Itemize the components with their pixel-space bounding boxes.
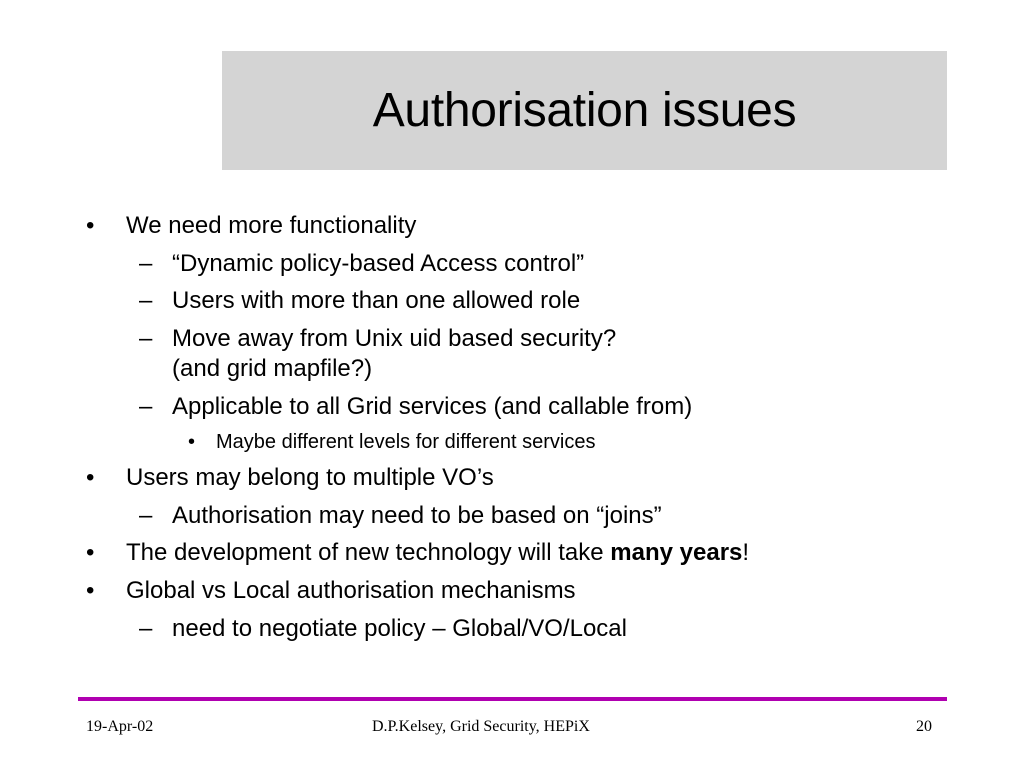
bullet-text: Users may belong to multiple VO’s — [126, 464, 494, 491]
sub-bullet-continuation — [172, 355, 372, 383]
bullet-item — [86, 464, 494, 492]
bullet-text: Applicable to all Grid services (and callable from) — [172, 393, 693, 420]
dash-marker: – — [139, 393, 153, 420]
bullet-marker: • — [188, 431, 196, 453]
bullet-text: (and grid mapfile?) — [172, 355, 373, 382]
sub-bullet-item — [139, 250, 585, 278]
bullet-item — [86, 212, 417, 240]
bullet-text: We need more functionality — [126, 212, 417, 239]
dash-marker: – — [139, 325, 153, 352]
page-number: 20 — [916, 718, 932, 735]
bullet-marker: • — [86, 577, 95, 604]
dash-marker: – — [139, 502, 153, 529]
dash-marker: – — [139, 287, 153, 314]
dash-marker: – — [139, 615, 153, 642]
bullet-text: Users with more than one allowed role — [172, 287, 581, 314]
bullet-text-emphasis: many years — [610, 539, 743, 566]
sub-bullet-item — [139, 502, 662, 530]
bullet-marker: • — [86, 539, 95, 566]
bullet-text: need to negotiate policy – Global/VO/Local — [172, 615, 627, 642]
bullet-text-main: The development of new technology will take — [126, 539, 611, 566]
slide-title: Authorisation issues — [372, 84, 797, 137]
footer-rule — [78, 697, 947, 701]
bullet-marker: • — [86, 212, 95, 239]
bullet-text — [126, 539, 749, 566]
bullet-item — [86, 539, 750, 567]
dash-marker: – — [139, 250, 153, 277]
sub-sub-bullet-item — [188, 430, 596, 454]
footer-date: 19-Apr-02 — [86, 718, 154, 735]
sub-bullet-item — [139, 325, 617, 353]
sub-bullet-item — [139, 393, 693, 421]
sub-bullet-item — [139, 287, 581, 315]
bullet-text: Maybe different levels for different services — [216, 431, 596, 453]
footer-author: D.P.Kelsey, Grid Security, HEPiX — [372, 718, 590, 735]
bullet-text: Move away from Unix uid based security? — [172, 325, 617, 352]
bullet-text: “Dynamic policy-based Access control” — [172, 250, 585, 277]
bullet-text: Global vs Local authorisation mechanisms — [126, 577, 576, 604]
bullet-marker: • — [86, 464, 95, 491]
bullet-text: Authorisation may need to be based on “joins” — [172, 502, 662, 529]
sub-bullet-item — [139, 615, 627, 643]
bullet-item — [86, 577, 576, 605]
bullet-text-tail: ! — [742, 539, 750, 566]
